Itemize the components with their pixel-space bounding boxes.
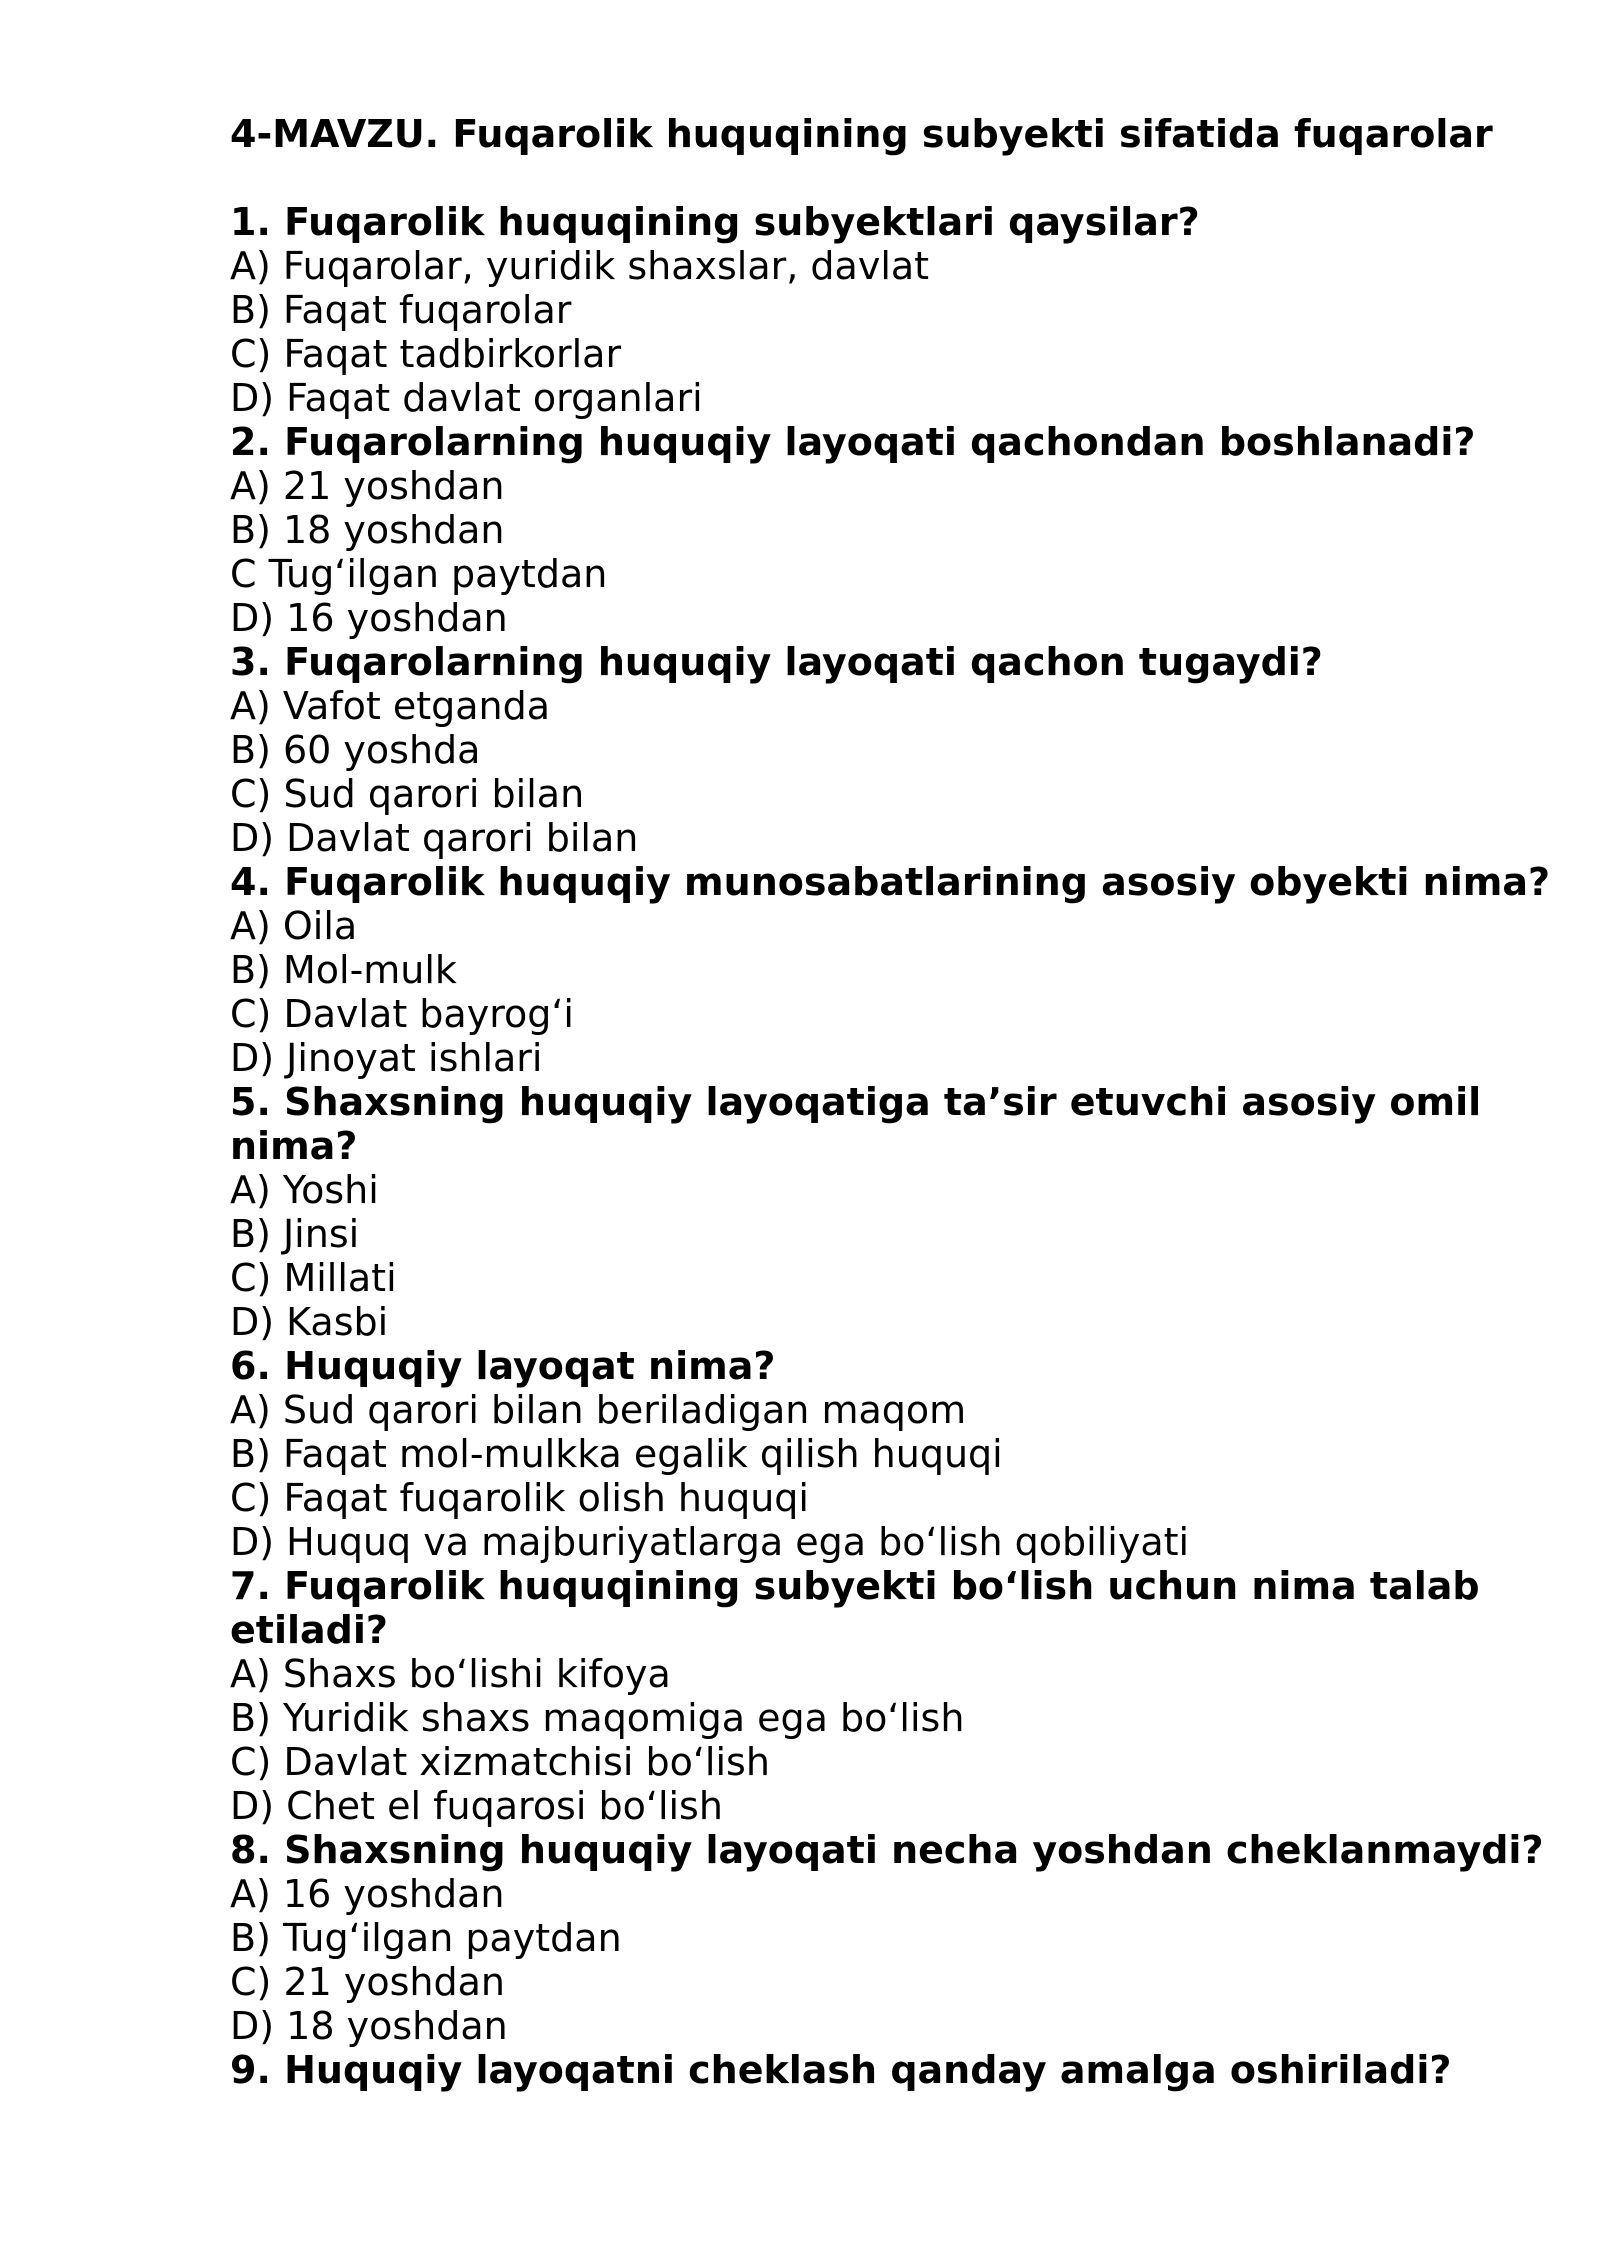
answer-option: C) Millati: [230, 1256, 397, 1300]
question-text: 3. Fuqarolarning huquqiy layoqati qachon tugaydi?: [230, 640, 1323, 684]
answer-option: D) 16 yoshdan: [230, 596, 508, 640]
question-text: 1. Fuqarolik huquqining subyektlari qaysilar?: [230, 200, 1200, 244]
answer-option: B) 18 yoshdan: [230, 508, 505, 552]
answer-option: A) Yoshi: [230, 1168, 379, 1212]
question-block: [230, 1344, 1570, 1564]
question-text: 2. Fuqarolarning huquqiy layoqati qachondan boshlanadi?: [230, 420, 1476, 464]
question-text: 8. Shaxsning huquqiy layoqati necha yoshdan cheklanmaydi?: [230, 1828, 1544, 1872]
answer-option: C) Davlat xizmatchisi bo‘lish: [230, 1740, 770, 1784]
answer-option: A) Shaxs bo‘lishi kifoya: [230, 1652, 671, 1696]
answer-option: B) Mol-mulk: [230, 948, 457, 992]
answer-option: B) 60 yoshda: [230, 728, 481, 772]
answer-option: B) Tug‘ilgan paytdan: [230, 1916, 622, 1960]
answer-option: B) Faqat mol-mulkka egalik qilish huquqi: [230, 1432, 1003, 1476]
answer-option: D) Jinoyat ishlari: [230, 1036, 543, 1080]
answer-option: A) 21 yoshdan: [230, 464, 505, 508]
question-block: [230, 860, 1570, 1080]
question-block: [230, 640, 1570, 860]
answer-option: C Tug‘ilgan paytdan: [230, 552, 608, 596]
answer-option: A) Oila: [230, 904, 358, 948]
answer-option: D) Davlat qarori bilan: [230, 816, 639, 860]
answer-option: B) Jinsi: [230, 1212, 360, 1256]
answer-option: A) Sud qarori bilan beriladigan maqom: [230, 1388, 967, 1432]
answer-option: C) Faqat fuqarolik olish huquqi: [230, 1476, 809, 1520]
answer-option: D) Faqat davlat organlari: [230, 376, 703, 420]
answer-option: C) 21 yoshdan: [230, 1960, 505, 2004]
question-text: 6. Huquqiy layoqat nima?: [230, 1344, 776, 1388]
question-text: 9. Huquqiy layoqatni cheklash qanday amalga oshiriladi?: [230, 2048, 1452, 2092]
question-block: [230, 200, 1570, 420]
answer-option: B) Faqat fuqarolar: [230, 288, 572, 332]
answer-option: D) Kasbi: [230, 1300, 389, 1344]
document-page: [230, 112, 1570, 2092]
answer-option: B) Yuridik shaxs maqomiga ega bo‘lish: [230, 1696, 965, 1740]
answer-option: A) Vafot etganda: [230, 684, 551, 728]
answer-option: C) Sud qarori bilan: [230, 772, 585, 816]
answer-option: A) 16 yoshdan: [230, 1872, 505, 1916]
question-list: [230, 200, 1570, 2092]
document-title: 4-MAVZU. Fuqarolik huquqining subyekti sifatida fuqarolar: [230, 112, 1493, 156]
answer-option: A) Fuqarolar, yuridik shaxslar, davlat: [230, 244, 930, 288]
answer-option: C) Davlat bayrog‘i: [230, 992, 574, 1036]
question-block: [230, 1564, 1570, 1828]
question-text: 4. Fuqarolik huquqiy munosabatlarining asosiy obyekti nima?: [230, 860, 1551, 904]
question-text: 7. Fuqarolik huquqining subyekti bo‘lish uchun nima talab etiladi?: [230, 1564, 1480, 1652]
question-block: [230, 420, 1570, 640]
answer-option: D) Chet el fuqarosi bo‘lish: [230, 1784, 723, 1828]
question-block: [230, 2048, 1570, 2092]
question-block: [230, 1828, 1570, 2048]
question-text: 5. Shaxsning huquqiy layoqatiga ta’sir etuvchi asosiy omil nima?: [230, 1080, 1482, 1168]
answer-option: D) Huquq va majburiyatlarga ega bo‘lish qobiliyati: [230, 1520, 1190, 1564]
answer-option: C) Faqat tadbirkorlar: [230, 332, 622, 376]
question-block: [230, 1080, 1570, 1344]
answer-option: D) 18 yoshdan: [230, 2004, 508, 2048]
